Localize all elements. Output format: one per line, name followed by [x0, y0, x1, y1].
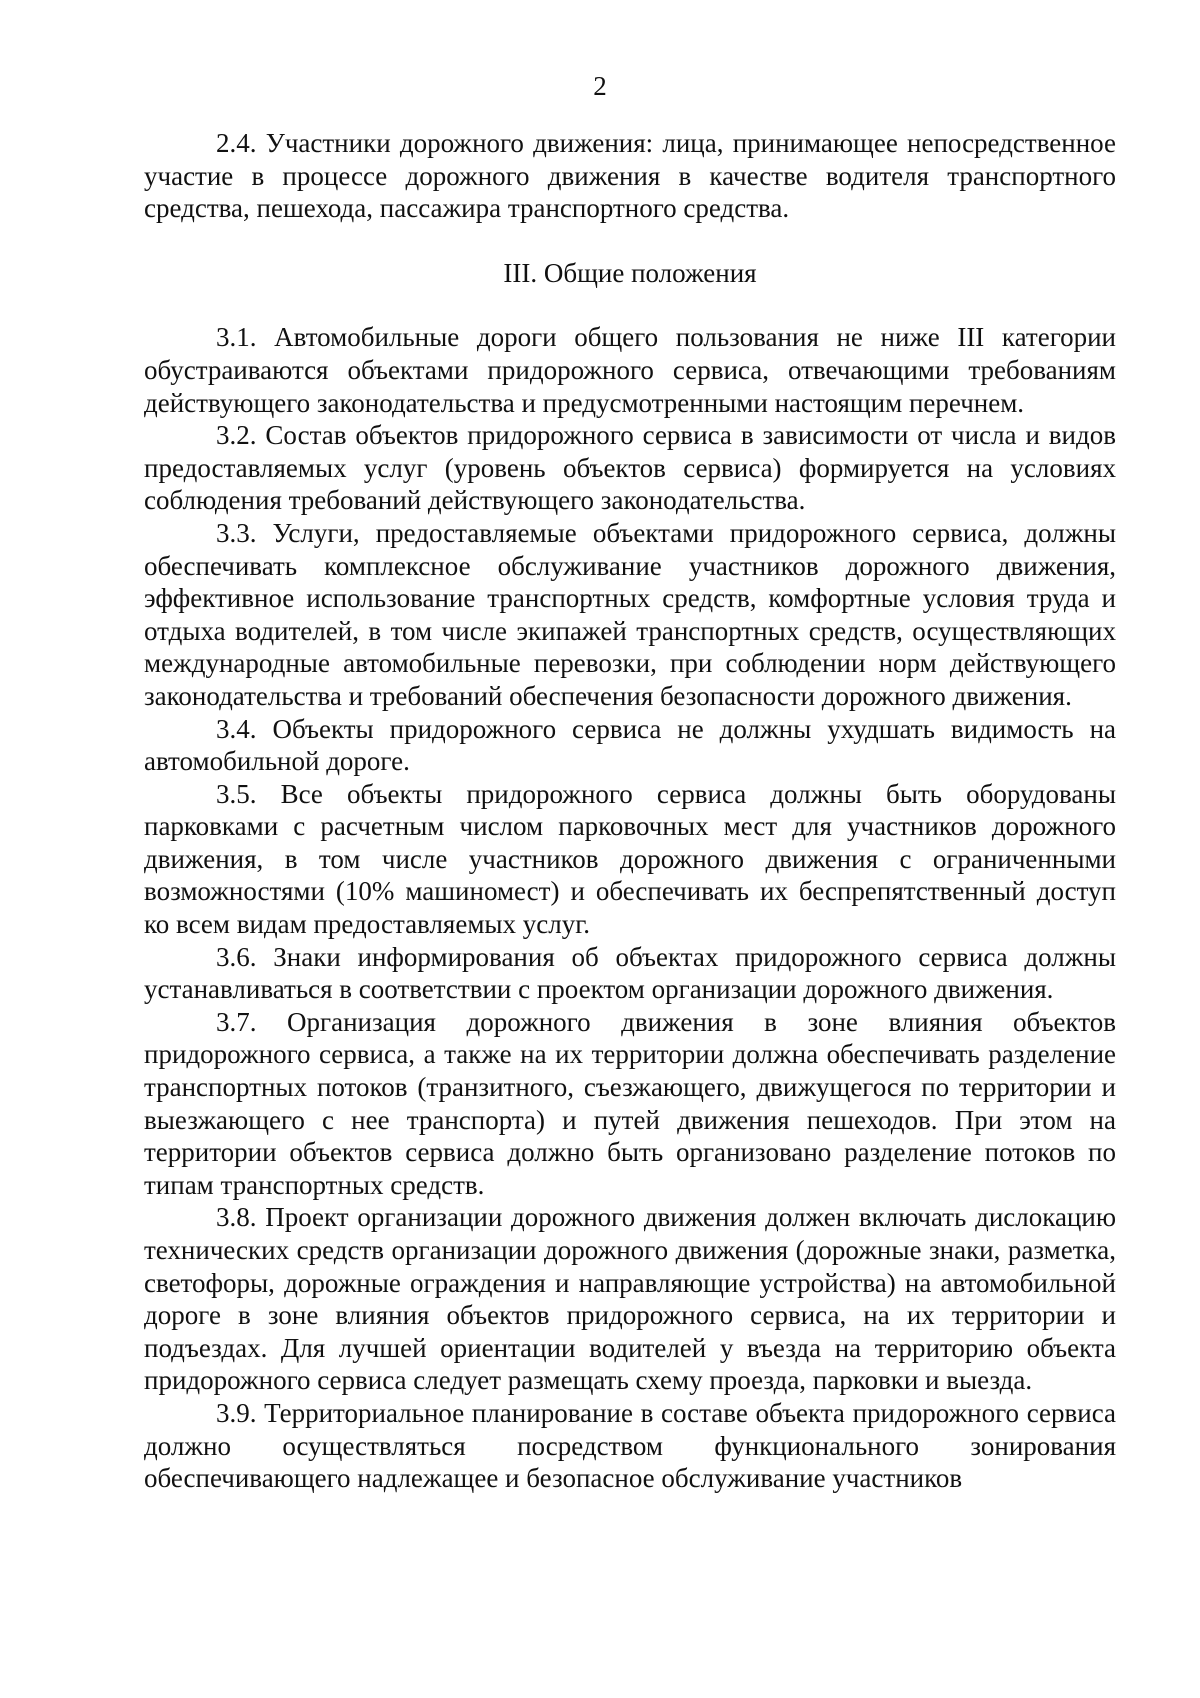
- paragraph-3-4: 3.4. Объекты придорожного сервиса не должны ухудшать видимость на автомобильной дороге.: [144, 713, 1116, 777]
- paragraph-3-3: 3.3. Услуги, предоставляемые объектами придорожного сервиса, должны обеспечивать комплексное обслуживание участников дорожного движения, эффективное использование транспортных средств, комфортные условия труда и отдыха водителей, в том числе экипажей транспортных средств, осуществляющих международные автомобильные перевозки, при соблюдении норм действующего законодательства и требований обеспечения безопасности дорожного движения.: [144, 517, 1116, 711]
- spacer: [144, 289, 1116, 321]
- paragraph-2-4: 2.4. Участники дорожного движения: лица, принимающее непосредственное участие в процессе дорожного движения в качестве водителя транспортного средства, пешехода, пассажира транспортного средства.: [144, 128, 1116, 224]
- section-heading: III. Общие положения: [503, 257, 757, 288]
- paragraph-3-6: 3.6. Знаки информирования об объектах придорожного сервиса должны устанавливаться в соответствии с проектом организации дорожного движения.: [144, 941, 1116, 1005]
- paragraph-3-2: 3.2. Состав объектов придорожного сервиса в зависимости от числа и видов предоставляемых услуг (уровень объектов сервиса) формируется на условиях соблюдения требований действующего законодательства.: [144, 420, 1116, 516]
- document-body: [144, 127, 1116, 1495]
- paragraph-3-1: 3.1. Автомобильные дороги общего пользования не ниже III категории обустраиваются объектами придорожного сервиса, отвечающими требованиям действующего законодательства и предусмотренными настоящим перечнем.: [144, 322, 1116, 418]
- paragraph-3-5: 3.5. Все объекты придорожного сервиса должны быть оборудованы парковками с расчетным числом парковочных мест для участников дорожного движения, в том числе участников дорожного движения с ограниченными возможностями (10% машиномест) и обеспечивать их беспрепятственный доступ ко всем видам предоставляемых услуг.: [144, 778, 1116, 940]
- paragraph-3-8: 3.8. Проект организации дорожного движения должен включать дислокацию технических средств организации дорожного движения (дорожные знаки, разметка, светофоры, дорожные ограждения и направляющие устройства) на автомобильной дороге в зоне влияния объектов придорожного сервиса, на их территории и подъездах. Для лучшей ориентации водителей у въезда на территорию объекта придорожного сервиса следует размещать схему проезда, парковки и выезда.: [144, 1202, 1116, 1396]
- page-number: 2: [593, 71, 607, 101]
- spacer: [144, 225, 1116, 257]
- paragraph-3-7: 3.7. Организация дорожного движения в зоне влияния объектов придорожного сервиса, а также на их территории должна обеспечивать разделение транспортных потоков (транзитного, съезжающего, движущегося по территории и выезжающего с нее транспорта) и путей движения пешеходов. При этом на территории объектов сервиса должно быть организовано разделение потоков по типам транспортных средств.: [144, 1006, 1116, 1200]
- paragraph-3-9: 3.9. Территориальное планирование в составе объекта придорожного сервиса должно осуществляться посредством функционального зонирования обеспечивающего надлежащее и безопасное обслуживание участников: [144, 1397, 1116, 1494]
